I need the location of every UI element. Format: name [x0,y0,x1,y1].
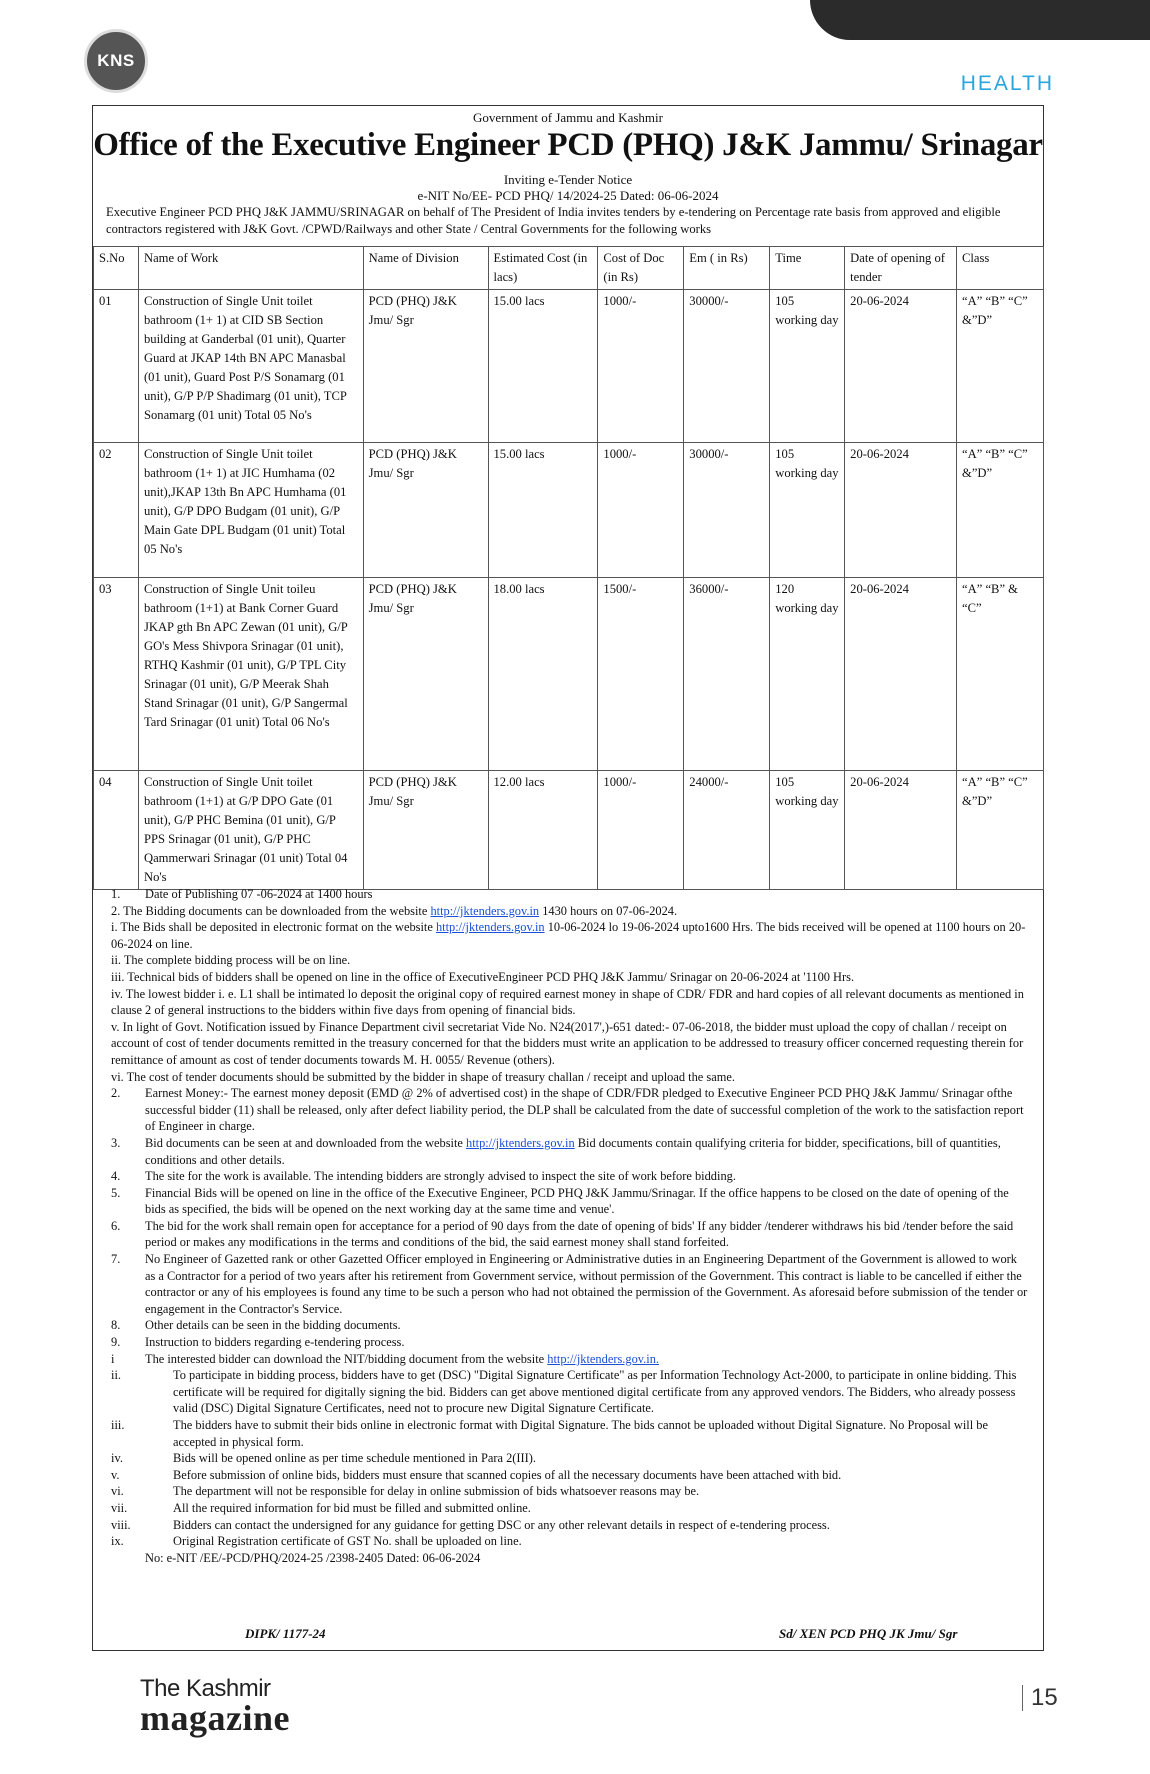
cell-time: 105 working day [770,290,845,443]
intro-paragraph: Executive Engineer PCD PHQ J&K JAMMU/SRINAGAR on behalf of The President of India invites tenders by e-tendering on Percentage rate basis from approved and eligible contractors registered with J&K Govt. /CPWD/Railways and other State / Central Governments for the following works [106,205,1001,236]
note-text: The site for the work is available. The intending bidders are strongly advised to inspect the site of work before bidding. [145,1169,736,1184]
cell-em: 24000/- [684,771,770,890]
cell-class: “A” “B” & “C” [957,578,1044,771]
note-number: vi. [111,1484,124,1499]
note-text: v. In light of Govt. Notification issued by Finance Department civil secretariat Vide No. N24(2017',)-651 dated:- 07-06-2018, the bidder must upload the copy of challan / receipt on account of cost of tender documents remitted in the treasury concerned for that the bidders must write an application to be addressed to treasury officer concerned requesting therein for remittance of amount as cost of tender documents towards M. H. 0055/ Revenue (others). [111,1019,1024,1067]
cell-doc-cost: 1500/- [598,578,684,771]
note-number: 8. [111,1318,121,1333]
note-number: ii. [111,1368,121,1383]
table-row [94,443,1044,578]
top-banner [810,0,1150,40]
cell-sno: 02 [94,443,139,578]
header-name-of-work: Name of Work [138,247,363,290]
table-row [94,290,1044,443]
jktenders-link[interactable]: http://jktenders.gov.in [435,920,545,935]
signature: Sd/ XEN PCD PHQ JK Jmu/ Sgr [779,1626,958,1641]
note-number: i [111,1351,115,1366]
note-text: 1430 hours on 07-06-2024. [539,903,678,918]
header-time: Time [770,247,845,290]
cell-work: Construction of Single Unit toileu bathroom (1+1) at Bank Corner Guard JKAP gth Bn APC Zewan (01 unit), G/P GO's Mess Shivpora Srinagar (01 unit), RTHQ Kashmir (01 unit), G/P TPL City Srinagar (01 unit), G/P Meerak Shah Stand Srinagar (01 unit), G/P Sangermal Tard Srinagar (01 unit) Total 06 No's [138,578,363,771]
dipk-number: DIPK/ 1177-24 [245,1626,326,1641]
note-text: 2. The Bidding documents can be downloaded from the website [111,903,431,918]
note-text: Bids will be opened online as per time schedule mentioned in Para 2(III). [173,1451,537,1466]
note-text: 10-06-2024 lo 19-06-2024 upto1600 Hrs. The bids received will be opened at 1100 hours on 20-06-2024 on line. [111,920,1026,951]
note-number: iii. [111,1418,125,1432]
note-number: ix. [111,1534,124,1549]
cell-em: 30000/- [684,290,770,443]
cell-doc-cost: 1000/- [598,771,684,890]
header-class: Class [957,247,1044,290]
header-sno: S.No [94,247,139,290]
header-date-of-opening: Date of opening of tender [845,247,957,290]
header-cost-of-doc: Cost of Doc (in Rs) [598,247,684,290]
note-earnest-money [111,1085,1029,1135]
note-lowest-bidder [111,986,1029,1019]
cell-estimated-cost: 18.00 lacs [488,578,598,771]
note-text: i. The Bids shall be deposited in electronic format on the website [111,920,436,935]
note-text: iv. The lowest bidder i. e. L1 shall be intimated lo deposit the original copy of required earnest money in shape of CDR/ FDR and hard copies of all relevant documents as mentioned in clause 2 of general instructions to the bidders within five days from opening of financial bids. [111,986,1024,1018]
note-deposit [111,919,1029,952]
magazine-logo [140,1675,290,1739]
jktenders-link[interactable]: http://jktenders.gov.in [430,903,540,918]
cell-time: 105 working day [770,771,845,890]
note-number: 5. [111,1185,121,1200]
cell-sno: 03 [94,578,139,771]
cell-sno: 01 [94,290,139,443]
cell-em: 30000/- [684,443,770,578]
cell-opening-date: 20-06-2024 [845,578,957,771]
jktenders-link[interactable]: http://jktenders.gov.in [466,1135,575,1150]
note-bid-validity [111,1218,1029,1251]
cell-estimated-cost: 12.00 lacs [488,771,598,890]
note-number: 2. [111,1086,121,1101]
cell-doc-cost: 1000/- [598,443,684,578]
cell-class: “A” “B” “C” &”D” [957,443,1044,578]
instruction-scanned-copies [111,1467,1029,1484]
note-number: viii. [111,1517,131,1532]
note-text: Before submission of online bids, bidders must ensure that scanned copies of all the necessary documents have been attached with bid. [173,1467,842,1482]
note-number: 3. [111,1135,121,1150]
note-text: All the required information for bid must be filled and submitted online. [173,1500,531,1515]
cell-time: 120 working day [770,578,845,771]
instruction-contact [111,1517,1029,1534]
note-gazetted-officer [111,1251,1029,1317]
notice-title: Inviting e-Tender Notice [503,172,633,187]
note-text: Bid documents contain qualifying criteria for bidder, specifications, bill of quantities, conditions and other details. [145,1135,1001,1167]
cell-division: PCD (PHQ) J&K Jmu/ Sgr [363,578,488,771]
note-text: The interested bidder can download the NIT/bidding document from the website [145,1351,548,1366]
header-em: Em ( in Rs) [684,247,770,290]
note-text: Earnest Money:- The earnest money deposit (EMD @ 2% of advertised cost) in the shape of CDR/FDR pledged to Executive Engineer PCD PHQ J&K Jammu/ Srinagar ofthe successful bidder (11) shall be released, only after defect liability period, the DLP shall be calculated from the date of successful completion of the work to the satisfaction report of Engineer in charge. [145,1086,1024,1134]
note-text: Other details can be seen in the bidding documents. [145,1318,401,1333]
note-download [111,903,1029,920]
cell-class: “A” “B” “C” &”D” [957,290,1044,443]
cell-work: Construction of Single Unit toilet bathroom (1+1) at G/P DPO Gate (01 unit), G/P PHC Bemina (01 unit), G/P PPS Srinagar (01 unit), G/P PHC Qammerwari Srinagar (01 unit) Total 04 No's [138,771,363,890]
cell-doc-cost: 1000/- [598,290,684,443]
note-text: Instruction to bidders regarding e-tendering process. [145,1335,405,1350]
note-text: vi. The cost of tender documents should be submitted by the bidder in shape of treasury challan / receipt and upload the same. [111,1069,735,1084]
note-text: To participate in bidding process, bidders have to get (DSC) "Digital Signature Certificate" as per Information Technology Act-2000, to participate in online bidding. This certificate will be required for digitally signing the bid. Bidders can get above mentioned digital certificate from any approved vendors. The Bidders, who already possess valid (DSC) Digital Signature Certificates, need not to procure new Digital Signature Certificate. [173,1368,1017,1416]
instruction-download [111,1351,1029,1368]
notes-section [111,886,1029,1566]
note-number: 9. [111,1335,121,1350]
cell-estimated-cost: 15.00 lacs [488,290,598,443]
note-text: Date of Publishing 07 -06-2024 at 1400 hours [145,887,373,901]
magazine-logo-bottom: magazine [140,1698,290,1738]
cell-work: Construction of Single Unit toilet bathroom (1+ 1) at CID SB Section building at Ganderbal (01 unit), Quarter Guard at JKAP 14th BN APC Manasbal (01 unit), Guard Post P/S Sonamarg (01 unit), G/P P/P Shadimarg (01 unit), TCP Sonamarg (01 unit) Total 05 No's [138,290,363,443]
note-number: 7. [111,1252,121,1267]
note-financial-bids [111,1185,1029,1218]
reference-number: No: e-NIT /EE/-PCD/PHQ/2024-25 /2398-2405 Dated: 06-06-2024 [145,1550,481,1565]
cell-time: 105 working day [770,443,845,578]
cell-em: 36000/- [684,578,770,771]
note-e-tendering [111,1334,1029,1351]
cell-division: PCD (PHQ) J&K Jmu/ Sgr [363,290,488,443]
header-division: Name of Division [363,247,488,290]
table-row [94,578,1044,771]
instruction-delay [111,1483,1029,1500]
note-text: Financial Bids will be opened on line in the office of the Executive Engineer, PCD PHQ J&K Jammu/Srinagar. If the office happens to be closed on the date of opening of the bids as specified, the bids will be opened on the next working day at the same time and venue'. [145,1185,1009,1217]
magazine-logo-top: The Kashmir [140,1675,271,1702]
note-other-details [111,1317,1029,1334]
note-text: iii. Technical bids of bidders shall be opened on line in the office of ExecutiveEngineer PCD PHQ J&K Jammu/ Srinagar on 20-06-2024 at '1100 Hrs. [111,969,855,984]
note-text: The bid for the work shall remain open for acceptance for a period of 90 days from the date of opening of bids' If any bidder /tenderer withdraws his bid /tender before the said period or makes any modifications in the terms and conditions of the bid, the said earnest money shall stand forfeited. [145,1218,1014,1250]
note-bid-documents [111,1135,1029,1168]
note-text: No Engineer of Gazetted rank or other Gazetted Officer employed in Engineering or Administrative duties in an Engineering Department of the Government is allowed to work as a Contractor for a period of two years after his retirement from Government service, without permission of the Government. This contract is liable to be cancelled if either the contractor or any of his employees is found any time to be such a person who had not obtained the permission of the Government. As aforesaid before submission of the tender or engagement in the Contractor's Service. [145,1252,1028,1316]
note-number: 6. [111,1218,121,1233]
jktenders-link[interactable]: http://jktenders.gov.in. [547,1351,659,1366]
cell-opening-date: 20-06-2024 [845,771,957,890]
note-text: Original Registration certificate of GST No. shall be uploaded on line. [173,1534,522,1549]
note-publishing [111,886,1029,903]
header-estimated-cost: Estimated Cost (in lacs) [488,247,598,290]
note-text: The department will not be responsible for delay in online submission of bids whatsoever reasons may be. [173,1484,700,1499]
instruction-dsc [111,1367,1029,1417]
page-number: 15 [1022,1685,1058,1711]
note-number: iv. [111,1451,123,1466]
instruction-required-info [111,1500,1029,1517]
kns-logo: KNS [84,29,148,93]
cell-division: PCD (PHQ) J&K Jmu/ Sgr [363,771,488,890]
note-number: v. [111,1467,120,1482]
note-finance-notification [111,1019,1029,1069]
cell-class: “A” “B” “C” &”D” [957,771,1044,890]
office-title: Office of the Executive Engineer PCD (PHQ) J&K Jammu/ Srinagar [93,127,1043,163]
nit-number: e-NIT No/EE- PCD PHQ/ 14/2024-25 Dated: 06-06-2024 [417,188,719,203]
section-label: HEALTH [960,72,1054,95]
note-site [111,1168,1029,1185]
note-text: Bid documents can be seen at and downloaded from the website [145,1135,467,1150]
instruction-gst [111,1533,1029,1550]
instruction-digital-signature [111,1417,1029,1450]
note-text: The bidders have to submit their bids online in electronic format with Digital Signature. The bids cannot be uploaded without Digital Signature. No Proposal will be accepted in physical form. [173,1418,988,1449]
cell-opening-date: 20-06-2024 [845,443,957,578]
cell-division: PCD (PHQ) J&K Jmu/ Sgr [363,443,488,578]
note-text: Bidders can contact the undersigned for any guidance for getting DSC or any other relevant details in respect of e-tendering process. [173,1517,830,1532]
cell-sno: 04 [94,771,139,890]
government-line: Government of Jammu and Kashmir [473,110,663,125]
cell-estimated-cost: 15.00 lacs [488,443,598,578]
tender-notice [92,105,1044,1651]
note-tender-cost [111,1069,1029,1086]
note-number: 1. [111,887,121,901]
note-number: vii. [111,1500,128,1515]
note-number: 4. [111,1169,121,1184]
table-header-row [94,247,1044,290]
cell-opening-date: 20-06-2024 [845,290,957,443]
tender-table [93,246,1044,890]
note-online-process [111,952,1029,969]
cell-work: Construction of Single Unit toilet bathroom (1+ 1) at JIC Humhama (02 unit),JKAP 13th Bn APC Humhama (01 unit), G/P DPO Budgam (01 unit), G/P Main Gate DPL Budgam (01 unit) Total 05 No's [138,443,363,578]
note-technical-bids [111,969,1029,986]
table-row [94,771,1044,890]
instruction-schedule [111,1450,1029,1467]
note-text: ii. The complete bidding process will be on line. [111,953,351,968]
